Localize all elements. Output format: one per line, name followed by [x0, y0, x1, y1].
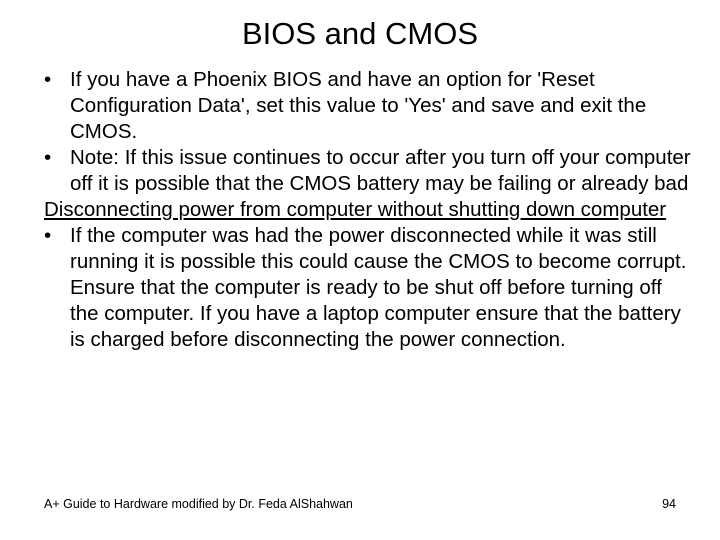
bullet-dot: •	[44, 68, 52, 91]
section-subheading: Disconnecting power from computer without shutting down computer	[44, 198, 667, 221]
bullet-item	[44, 67, 694, 145]
slide-body	[44, 67, 694, 353]
bullet-text: Note: If this issue continues to occur after you turn off your computer off it is possible that the CMOS battery may be failing or already bad	[70, 146, 691, 195]
bullet-item	[44, 223, 694, 353]
bullet-item	[44, 145, 694, 197]
bullet-text: If the computer was had the power disconnected while it was still running it is possible this could cause the CMOS to become corrupt. Ensure that the computer is ready to be shut off before turning off the computer. If you have a laptop computer ensure that the battery is charged before disconnecting the power connection.	[70, 224, 687, 351]
bullet-text: If you have a Phoenix BIOS and have an option for 'Reset Configuration Data', set this value to 'Yes' and save and exit the CMOS.	[70, 68, 647, 143]
page-number: 94	[662, 497, 676, 511]
footer-credit: A+ Guide to Hardware modified by Dr. Feda AlShahwan	[44, 497, 353, 511]
bullet-dot: •	[44, 146, 52, 169]
slide-title: BIOS and CMOS	[241, 16, 479, 51]
bullet-dot: •	[44, 224, 52, 247]
